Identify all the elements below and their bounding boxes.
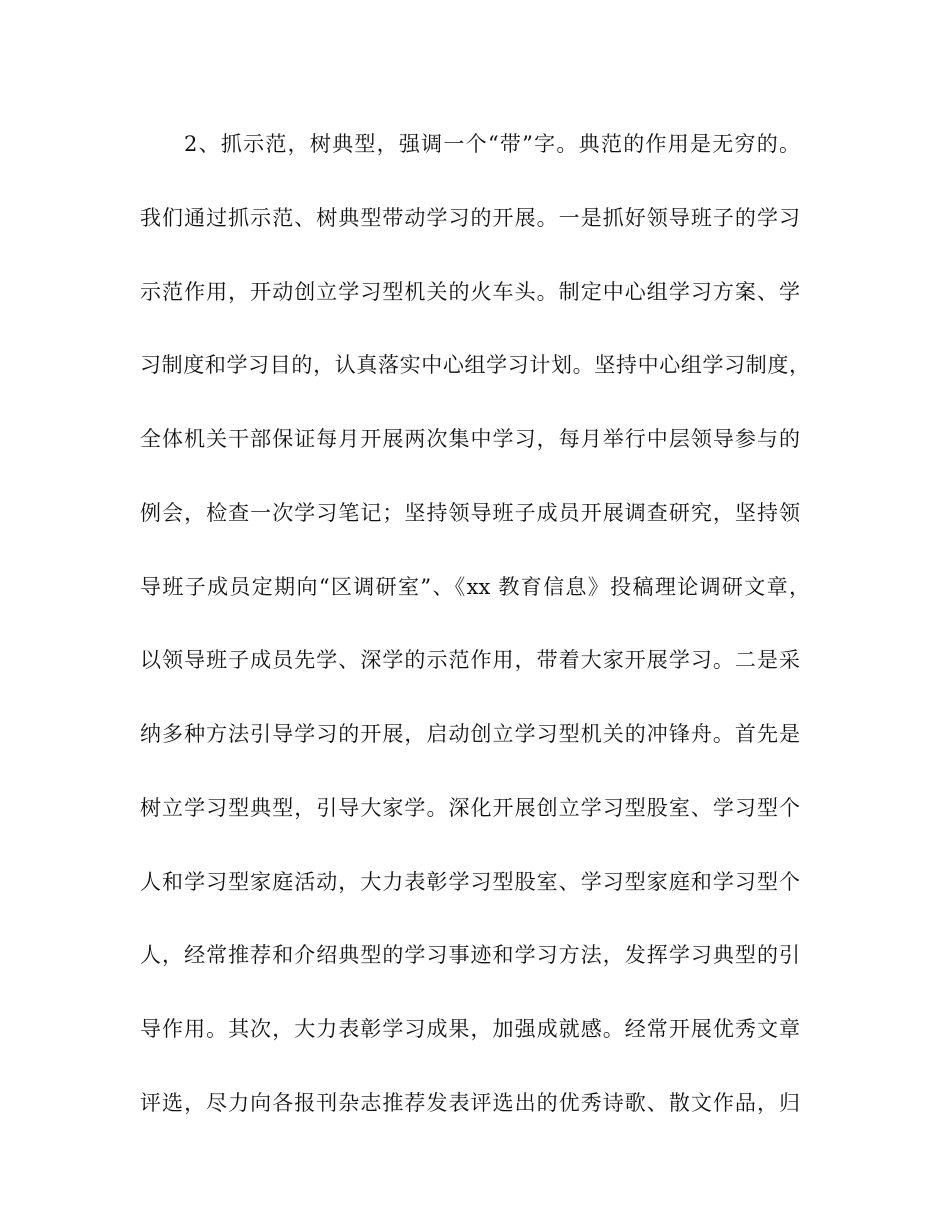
paragraph-line-10: 树立学习型典型，引导大家学。深化开展创立学习型股室、学习型个 bbox=[140, 796, 800, 820]
paragraph-line-14: 评选，尽力向各报刊杂志推荐发表评选出的优秀诗歌、散文作品，归 bbox=[140, 1091, 800, 1115]
paragraph-line-5: 全体机关干部保证每月开展两次集中学习，每月举行中层领导参与的 bbox=[140, 427, 800, 451]
paragraph-line-6: 例会，检查一次学习笔记；坚持领导班子成员开展调查研究，坚持领 bbox=[140, 501, 800, 525]
paragraph-line-13: 导作用。其次，大力表彰学习成果，加强成就感。经常开展优秀文章 bbox=[140, 1017, 800, 1041]
paragraph-line-3: 示范作用，开动创立学习型机关的火车头。制定中心组学习方案、学 bbox=[140, 280, 800, 304]
paragraph-line-11: 人和学习型家庭活动，大力表彰学习型股室、学习型家庭和学习型个 bbox=[140, 870, 800, 894]
paragraph-line-2: 我们通过抓示范、树典型带动学习的开展。一是抓好领导班子的学习 bbox=[140, 206, 800, 230]
paragraph-line-12: 人，经常推荐和介绍典型的学习事迹和学习方法，发挥学习典型的引 bbox=[140, 943, 800, 967]
paragraph-line-8: 以领导班子成员先学、深学的示范作用，带着大家开展学习。二是采 bbox=[140, 648, 800, 672]
paragraph-line-9: 纳多种方法引导学习的开展，启动创立学习型机关的冲锋舟。首先是 bbox=[140, 722, 800, 746]
paragraph-line-4: 习制度和学习目的，认真落实中心组学习计划。坚持中心组学习制度， bbox=[140, 353, 810, 377]
paragraph-line-7: 导班子成员定期向“区调研室”、《xx 教育信息》投稿理论调研文章， bbox=[140, 575, 810, 599]
paragraph-line-1: 2、抓示范，树典型，强调一个“带”字。典范的作用是无穷的。 bbox=[184, 132, 800, 156]
